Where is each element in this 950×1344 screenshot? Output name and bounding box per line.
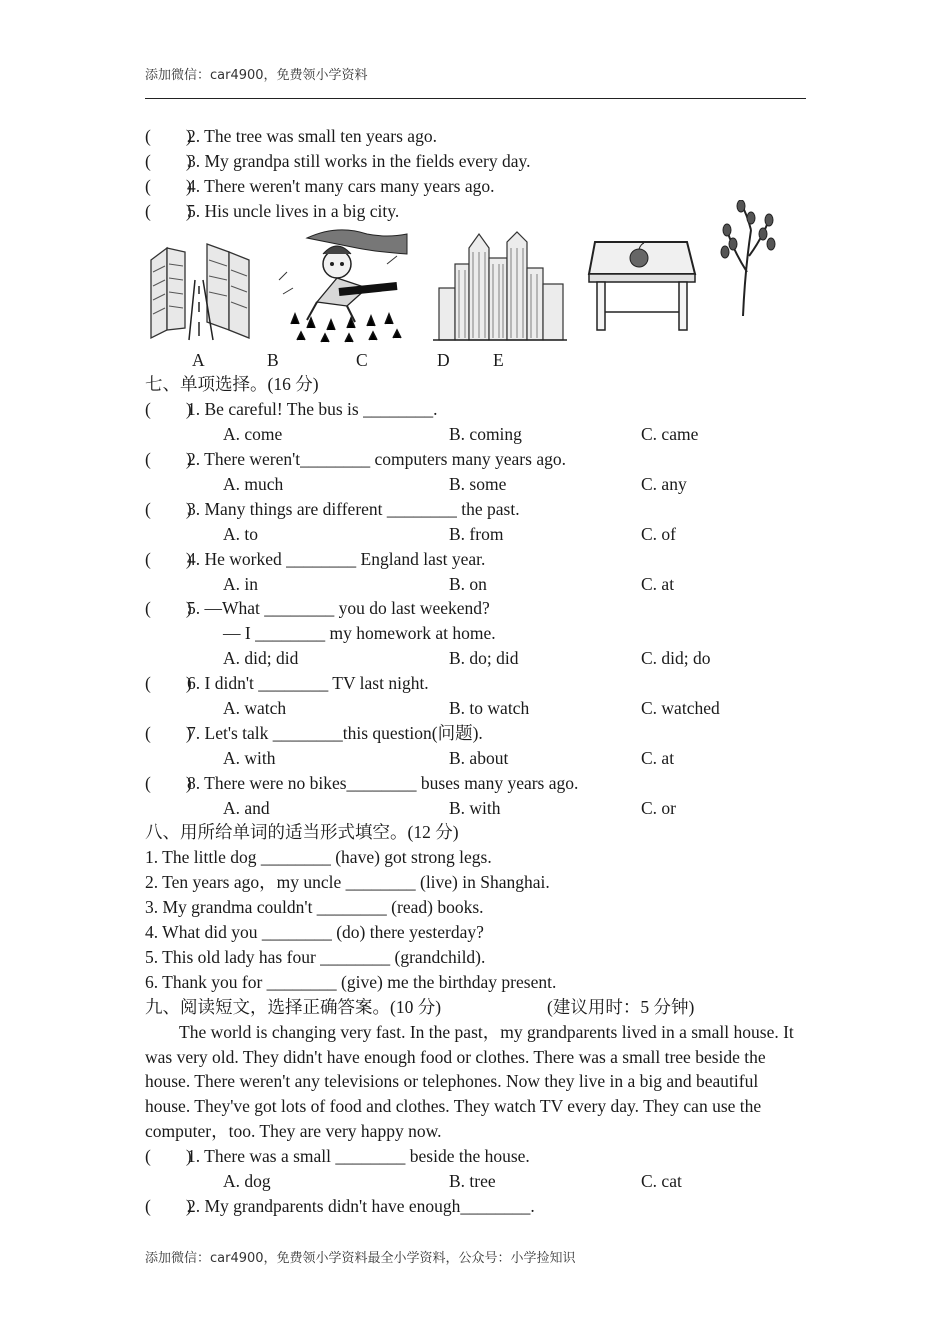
skyscrapers-icon [433,228,567,344]
options-row [145,646,805,671]
option-a[interactable]: A. and [223,797,270,818]
worksheet-content [145,124,805,1219]
answer-paren[interactable]: ( ) [145,598,192,619]
option-b[interactable]: B. from [449,523,504,544]
answer-paren[interactable]: ( ) [145,1146,192,1167]
option-a[interactable]: A. much [223,474,284,495]
option-c[interactable]: C. at [641,747,675,768]
judge-item: ( )3. My grandpa still works in the fields every day. [145,149,805,174]
answer-paren[interactable]: ( ) [145,126,192,146]
farmer-planting-icon [277,224,411,344]
question: ( )4. He worked ________ England last year. [145,547,805,572]
picture-labels [145,348,805,373]
city-street-icon [149,230,253,342]
options-row [145,746,805,771]
page-footer: 添加微信：car4900，免费领小学资料最全小学资料，公众号：小学捡知识 [145,1251,576,1266]
option-c[interactable]: C. cat [641,1171,682,1192]
option-a[interactable]: A. come [223,424,283,445]
question: ( )6. I didn't ________ TV last night. [145,671,805,696]
answer-paren[interactable]: ( ) [145,548,192,569]
question: ( )8. There were no bikes________ buses many years ago. [145,771,805,796]
answer-paren[interactable]: ( ) [145,175,192,196]
option-b[interactable]: B. to watch [449,698,530,719]
section-title: 九、阅读短文，选择正确答案。(10 分) (建议用时：5 分钟) [145,995,805,1020]
question: ( )3. Many things are different ________ the past. [145,497,805,522]
options-row [145,522,805,547]
option-b[interactable]: B. about [449,747,509,768]
time-hint: (建议用时：5 分钟) [547,996,695,1017]
option-c[interactable]: C. did; do [641,648,711,669]
judge-item: ( )5. His uncle lives in a big city. [145,199,805,224]
answer-paren[interactable]: ( ) [145,200,192,221]
picture-label: D [437,349,450,370]
page-header: 添加微信：car4900，免费领小学资料 [145,68,368,83]
reading-passage: The world is changing very fast. In the past，my grandparents lived in a small house. It was very old. They didn't have enough food or clothes. There was a small tree beside the house. There weren't any televisions or telephones. Now they live in a big and beautiful house. They've got lots of food and clothes. They watch TV every day. They can use the computer，too. They are very happy now. [145,1021,794,1142]
header-divider [145,98,806,99]
option-c[interactable]: C. at [641,573,675,594]
answer-paren[interactable]: ( ) [145,449,192,470]
option-a[interactable]: A. watch [223,698,287,719]
fill-item: 6. Thank you for ________ (give) me the birthday present. [145,971,557,992]
option-a[interactable]: A. dog [223,1171,271,1192]
fill-item: 2. Ten years ago，my uncle ________ (live) in Shanghai. [145,872,550,893]
fill-item: 1. The little dog ________ (have) got strong legs. [145,847,492,868]
fill-item: 5. This old lady has four ________ (grandchild). [145,946,486,967]
options-row [145,472,805,497]
option-b[interactable]: B. coming [449,424,522,445]
option-b[interactable]: B. do; did [449,648,519,669]
picture-label: E [493,349,504,370]
picture-label: C [356,349,368,370]
question: ( )2. There weren't________ computers many years ago. [145,447,805,472]
option-a[interactable]: A. to [223,523,258,544]
option-c[interactable]: C. any [641,474,687,495]
fill-item: 3. My grandma couldn't ________ (read) books. [145,897,484,918]
option-b[interactable]: B. tree [449,1171,496,1192]
options-row [145,1169,805,1194]
picture-label: B [267,349,279,370]
question-subline: — I ________ my homework at home. [223,623,496,644]
option-b[interactable]: B. with [449,797,501,818]
option-c[interactable]: C. came [641,424,699,445]
section-title: 八、用所给单词的适当形式填空。(12 分) [145,822,459,843]
option-b[interactable]: B. some [449,474,507,495]
picture-label: A [192,349,205,370]
judge-item: ( )4. There weren't many cars many years ago. [145,174,805,199]
answer-paren[interactable]: ( ) [145,673,192,694]
question: ( )2. My grandparents didn't have enough________. [145,1194,805,1219]
options-row [145,696,805,721]
option-c[interactable]: C. watched [641,698,720,719]
options-row [145,422,805,447]
option-a[interactable]: A. did; did [223,648,299,669]
option-c[interactable]: C. or [641,797,676,818]
fill-item: 4. What did you ________ (do) there yesterday? [145,922,484,943]
judge-item: ( )2. The tree was small ten years ago. [145,124,805,149]
question: ( )7. Let's talk ________this question(问题). [145,721,805,746]
option-a[interactable]: A. in [223,573,258,594]
picture-row [145,224,805,348]
answer-paren[interactable]: ( ) [145,399,192,420]
answer-paren[interactable]: ( ) [145,1195,192,1216]
options-row [145,572,805,597]
question: ( )1. Be careful! The bus is ________. [145,397,805,422]
answer-paren[interactable]: ( ) [145,498,192,519]
question: ( )1. There was a small ________ beside the house. [145,1144,805,1169]
small-tree-icon [717,200,777,318]
answer-paren[interactable]: ( ) [145,722,192,743]
question: ( )5. —What ________ you do last weekend? [145,596,805,621]
options-row [145,796,805,821]
option-b[interactable]: B. on [449,573,487,594]
section-title: 七、单项选择。(16 分) [145,374,319,395]
answer-paren[interactable]: ( ) [145,150,192,171]
option-c[interactable]: C. of [641,523,676,544]
table-with-apple-icon [587,236,697,332]
answer-paren[interactable]: ( ) [145,772,192,793]
option-a[interactable]: A. with [223,747,276,768]
